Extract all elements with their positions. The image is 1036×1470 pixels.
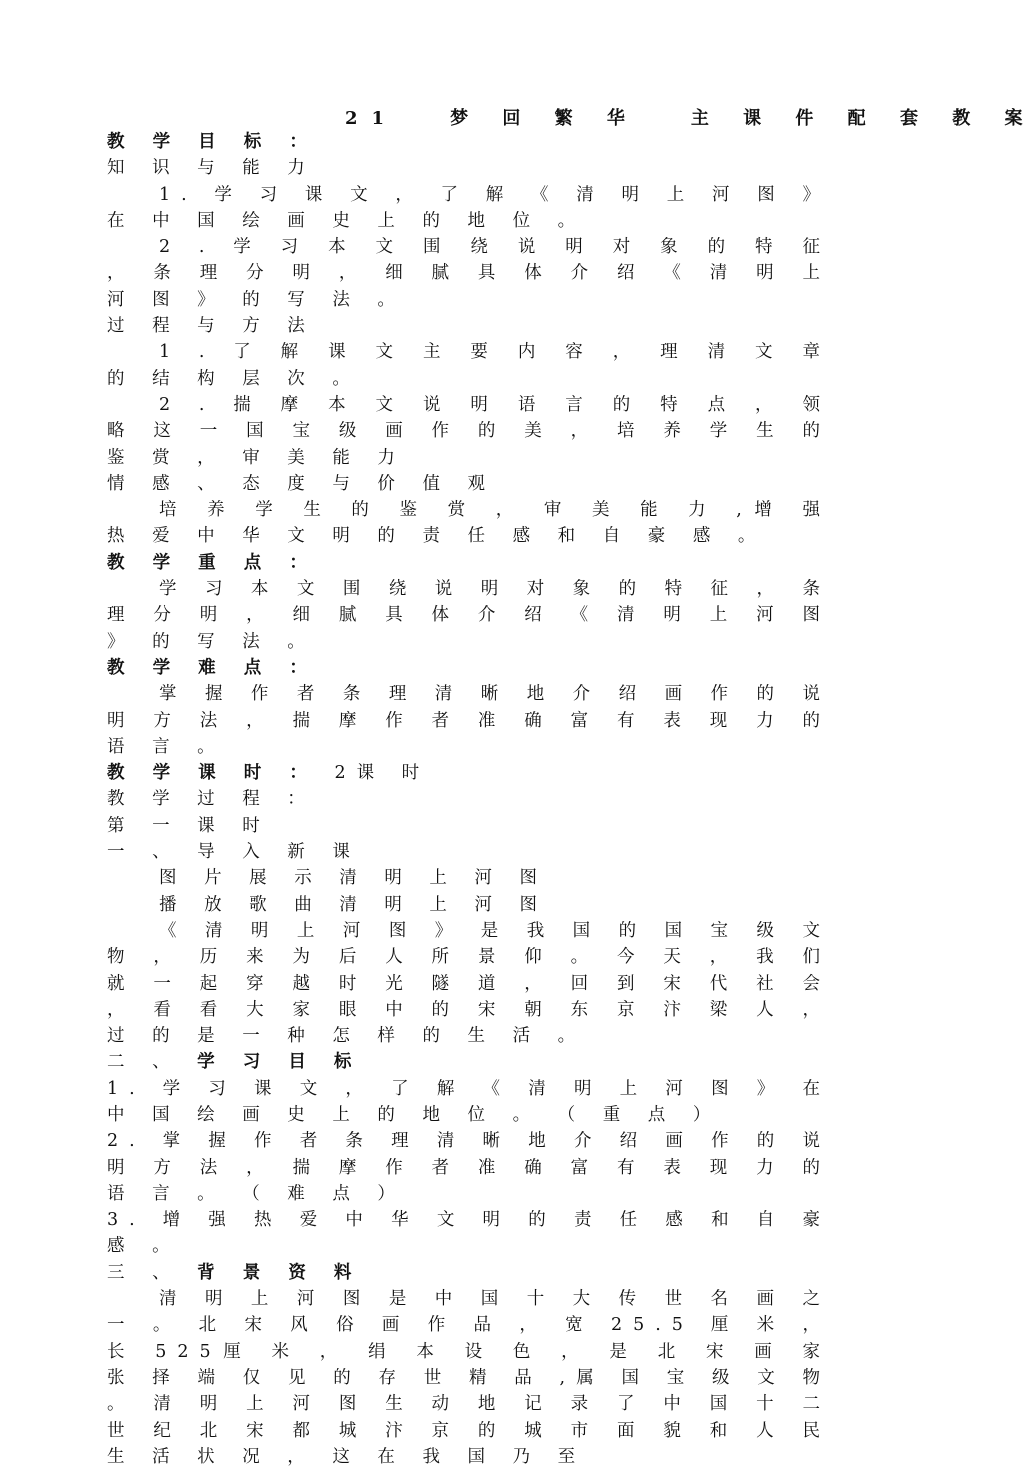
document-subtitle: 主 课 件 配 套 教 案: [690, 108, 1036, 129]
class-hours-value: 2课 时: [334, 763, 431, 784]
difficult-points-heading: 教 学 难 点 ：: [107, 657, 318, 678]
section-3-heading-row: [107, 1260, 831, 1286]
process-item-1: 1 . 了 解 课 文 主 要 内 容 ， 理 清 文 章 的 结 构 层 次 。: [107, 342, 831, 389]
section-2-item-2: 2. 掌 握 作 者 条 理 清 晰 地 介 绍 画 作 的 说 明 方 法 ， 揣 摩 作 者 准 确 富 有 表 现 力 的 语 言 。 （ 难 点 ）: [107, 1131, 831, 1204]
class-hours: [107, 760, 831, 786]
class-hours-label: 教 学 课 时 ：: [107, 763, 318, 784]
key-points-heading: 教 学 重 点 ：: [107, 552, 318, 573]
section-1-line-2: 播 放 歌 曲 清 明 上 河 图: [159, 894, 549, 915]
section-1-line-1: 图 片 展 示 清 明 上 河 图: [159, 868, 549, 889]
section-2-heading-row: [107, 1049, 831, 1075]
section-1-text: 《 清 明 上 河 图 》 是 我 国 的 国 宝 级 文 物 ， 历 来 为 后 人 所 景 仰 。 今 天 ， 我 们 就 一 起 穿 越 时 光 隧 道 ， 回 到 宋 代 社 会 ， 看 看 大 家 眼 中 的 宋 朝 东 京 汴 梁 人 ， 过 的 是 一 种 怎 样 的 生 活 。: [107, 920, 831, 1047]
attitude-heading: 情 感 、 态 度 与 价 值 观: [107, 473, 497, 494]
lesson-number: 21: [345, 108, 399, 129]
process-method-heading: 过 程 与 方 法: [107, 316, 316, 337]
lesson-name: 梦 回 繁 华: [450, 108, 639, 129]
document-title: [345, 104, 1036, 130]
key-points-text: 学 习 本 文 围 绕 说 明 对 象 的 特 征 ， 条 理 分 明 ， 细 腻 具 体 介 绍 《 清 明 上 河 图 》 的 写 法 。: [107, 579, 831, 652]
section-3-number: 三 、: [107, 1262, 181, 1283]
section-2-heading: 学 习 目 标: [197, 1052, 363, 1073]
teaching-process-label: 教 学 过 程 ：: [107, 789, 316, 810]
lesson-one-heading: 第 一 课 时: [107, 815, 271, 836]
section-3-heading: 背 景 资 料: [197, 1262, 363, 1283]
section-2-item-1: 1. 学 习 课 文 ， 了 解 《 清 明 上 河 图 》 在 中 国 绘 画 史 上 的 地 位 。 （ 重 点 ）: [107, 1078, 831, 1125]
difficult-points-text: 掌 握 作 者 条 理 清 晰 地 介 绍 画 作 的 说 明 方 法 ， 揣 摩 作 者 准 确 富 有 表 现 力 的 语 言 。: [107, 684, 831, 757]
section-3-text: 清 明 上 河 图 是 中 国 十 大 传 世 名 画 之 一 。 北 宋 风 俗 画 作 品 ， 宽 25.5 厘 米 ， 长 525厘 米 ， 绢 本 设 色 ， 是 北 宋 画 家 张 择 端 仅 见 的 存 世 精 品 ,属 国 宝 级 文 物 。 清 明 上 河 图 生 动 地 记 录 了 中 国 十 二 世 纪 北 宋 都 城 汴 京 的 城 市 面 貌 和 人 民 生 活 状 况 ， 这 在 我 国 乃 至: [107, 1289, 831, 1467]
section-2-item-3: 3. 增 强 热 爱 中 华 文 明 的 责 任 感 和 自 豪 感 。: [107, 1210, 831, 1257]
knowledge-item-2: 2 . 学 习 本 文 围 绕 说 明 对 象 的 特 征 ， 条 理 分 明 ， 细 腻 具 体 介 绍 《 清 明 上 河 图 》 的 写 法 。: [107, 237, 831, 310]
teaching-goals-heading: 教 学 目 标 ：: [107, 132, 318, 152]
section-2-number: 二 、: [107, 1052, 181, 1073]
process-item-2: 2 . 揣 摩 本 文 说 明 语 言 的 特 点 ， 领 略 这 一 国 宝 级 画 作 的 美 ， 培 养 学 生 的 鉴 赏 ， 审 美 能 力: [107, 394, 831, 468]
document-body: [107, 129, 831, 1470]
attitude-text: 培 养 学 生 的 鉴 赏 ， 审 美 能 力 ,增 强 热 爱 中 华 文 明 的 责 任 感 和 自 豪 感 。: [107, 500, 831, 547]
section-1-heading: 一 、 导 入 新 课: [107, 842, 361, 863]
knowledge-item-1: 1. 学 习 课 文 ， 了 解 《 清 明 上 河 图 》 在 中 国 绘 画 史 上 的 地 位 。: [107, 184, 831, 231]
knowledge-heading: 知 识 与 能 力: [107, 158, 316, 179]
